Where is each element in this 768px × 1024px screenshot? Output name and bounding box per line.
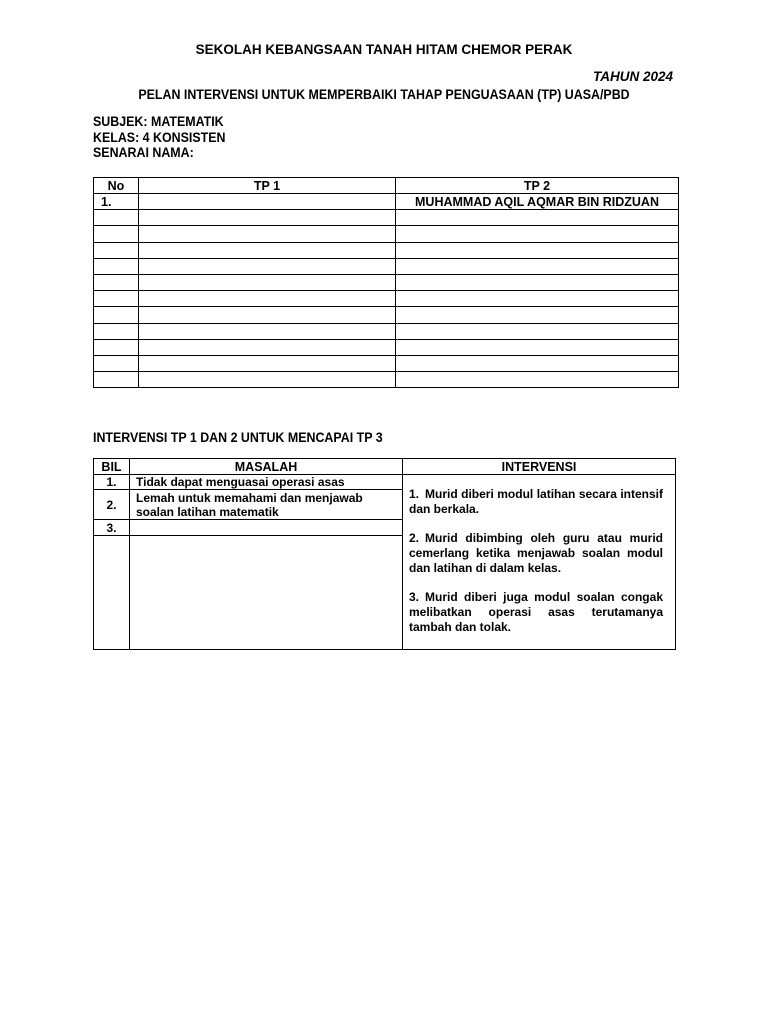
names-row (94, 194, 679, 210)
names-row (94, 323, 679, 339)
school-name: SEKOLAH KEBANGSAAN TANAH HITAM CHEMOR PERAK (195, 42, 573, 57)
step-text: Murid diberi modul latihan secara intensif dan berkala. (409, 487, 663, 516)
step-item (409, 590, 663, 635)
tp1-cell (139, 210, 396, 226)
tp2-cell (396, 226, 679, 242)
intervention-header-row (94, 459, 676, 475)
tp1-cell (139, 291, 396, 307)
names-row (94, 355, 679, 371)
tp1-cell (139, 194, 396, 210)
tp2-cell (396, 242, 679, 258)
problem-bil: 3. (94, 520, 130, 535)
no-cell (94, 210, 139, 226)
name-list-label: SENARAI NAMA: (93, 145, 194, 160)
intervention-table (93, 458, 676, 650)
tp1-cell (139, 226, 396, 242)
tp1-cell (139, 258, 396, 274)
names-row (94, 274, 679, 290)
intervention-steps (403, 475, 676, 650)
tp2-cell (396, 307, 679, 323)
header-tp1: TP 1 (139, 178, 396, 194)
names-row (94, 242, 679, 258)
step-text: Murid diberi juga modul soalan congak melibatkan operasi asas terutamanya tambah dan tolak. (409, 590, 663, 634)
step-number: 1. (409, 487, 420, 501)
names-header-row (94, 178, 679, 194)
step-text: Murid dibimbing oleh guru atau murid cemerlang ketika menjawab soalan modul dan latihan di dalam kelas. (409, 531, 663, 575)
no-cell: 1. (94, 194, 139, 210)
tp1-cell (139, 242, 396, 258)
meta-block (93, 114, 226, 161)
tp1-cell (139, 355, 396, 371)
step-item (409, 531, 663, 576)
names-row (94, 258, 679, 274)
names-row (94, 339, 679, 355)
year-label: TAHUN 2024 (592, 69, 673, 84)
no-cell (94, 339, 139, 355)
step-number: 3. (409, 590, 420, 604)
tp1-cell (139, 323, 396, 339)
tp2-cell: MUHAMMAD AQIL AQMAR BIN RIDZUAN (396, 194, 679, 210)
problem-bil: 2. (94, 490, 130, 520)
tp2-cell (396, 291, 679, 307)
step-item (409, 487, 663, 517)
tp2-cell (396, 355, 679, 371)
tp1-cell (139, 307, 396, 323)
plan-title: PELAN INTERVENSI UNTUK MEMPERBAIKI TAHAP PENGUASAAN (TP) UASA/PBD (138, 87, 630, 102)
tp1-cell (139, 339, 396, 355)
tp2-cell (396, 258, 679, 274)
names-table (93, 177, 679, 388)
no-cell (94, 372, 139, 388)
problem-row (94, 475, 676, 490)
no-cell (94, 242, 139, 258)
tp1-cell (139, 372, 396, 388)
names-row (94, 210, 679, 226)
step-number: 2. (409, 531, 420, 545)
no-cell (94, 274, 139, 290)
tp2-cell (396, 372, 679, 388)
intervention-title: INTERVENSI TP 1 DAN 2 UNTUK MENCAPAI TP 3 (93, 430, 383, 445)
problem-text (130, 535, 403, 649)
no-cell (94, 323, 139, 339)
no-cell (94, 355, 139, 371)
no-cell (94, 291, 139, 307)
header-bil: BIL (94, 459, 130, 475)
problem-bil: 1. (94, 475, 130, 490)
tp2-cell (396, 339, 679, 355)
names-row (94, 372, 679, 388)
class-line: KELAS: 4 KONSISTEN (93, 129, 226, 145)
names-row (94, 291, 679, 307)
tp2-cell (396, 210, 679, 226)
no-cell (94, 307, 139, 323)
problem-bil (94, 535, 130, 649)
names-row (94, 307, 679, 323)
names-row (94, 226, 679, 242)
header-tp2: TP 2 (396, 178, 679, 194)
problem-text: Tidak dapat menguasai operasi asas (130, 475, 403, 490)
header-masalah: MASALAH (130, 459, 403, 475)
tp2-cell (396, 323, 679, 339)
no-cell (94, 258, 139, 274)
problem-text (130, 520, 403, 535)
tp2-cell (396, 274, 679, 290)
problem-text: Lemah untuk memahami dan menjawab soalan latihan matematik (130, 490, 403, 520)
header-intervensi: INTERVENSI (403, 459, 676, 475)
tp1-cell (139, 274, 396, 290)
subject-line: SUBJEK: MATEMATIK (93, 114, 224, 129)
no-cell (94, 226, 139, 242)
header-no: No (94, 178, 139, 194)
